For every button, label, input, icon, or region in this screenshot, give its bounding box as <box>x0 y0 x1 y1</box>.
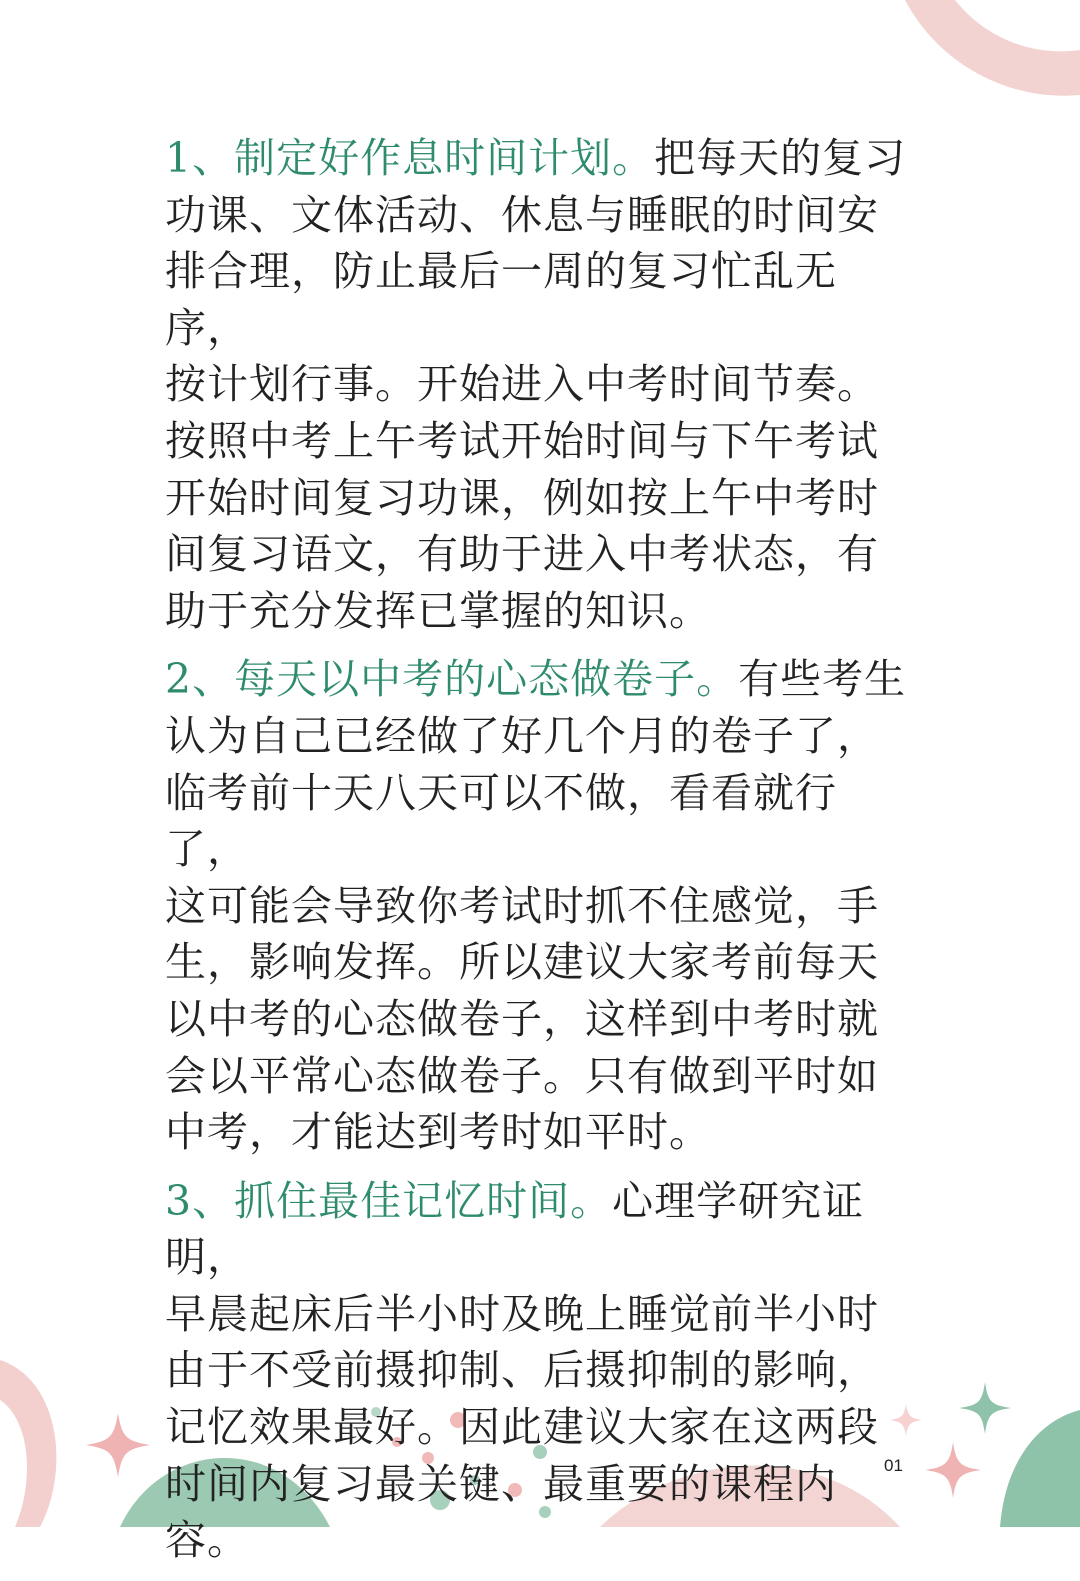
section-text: 有些考生 <box>738 655 907 704</box>
sparkle-icon <box>959 1382 1011 1434</box>
section-2 <box>165 651 920 1160</box>
section-heading: 1、制定好作息时间计划。 <box>165 134 655 182</box>
section-text: 心理学研究证明， <box>165 1176 865 1282</box>
section-line <box>165 130 920 187</box>
section-line: 认为自己已经做了好几个月的卷子了， <box>165 711 879 760</box>
section-line: 排合理，防止最后一周的复习忙乱无序， <box>165 247 837 352</box>
section-line: 中考，才能达到考时如平时。 <box>165 1108 711 1157</box>
section-line: 临考前十天八天可以不做，看看就行了， <box>165 768 837 874</box>
bottom-right-green-blob <box>1000 1410 1080 1527</box>
section-line: 这可能会导致你考试时抓不住感觉，手 <box>165 881 879 930</box>
sparkle-icon <box>86 1413 150 1477</box>
section-line: 生，影响发挥。所以建议大家考前每天 <box>165 938 879 987</box>
section-line <box>165 1173 920 1286</box>
page-number: 01 <box>884 1456 903 1475</box>
section-line: 早晨起床后半小时及晚上睡觉前半小时 <box>165 1289 879 1338</box>
section-line: 时间内复习最关键、最重要的课程内容。 <box>165 1459 837 1565</box>
section-line <box>165 651 920 708</box>
sparkle-icon <box>925 1442 981 1498</box>
section-1 <box>165 130 920 639</box>
section-heading: 3、抓住最佳记忆时间。 <box>165 1176 613 1225</box>
main-content <box>165 130 920 1581</box>
section-line: 按计划行事。开始进入中考时间节奏。 <box>165 360 879 409</box>
top-right-arc <box>905 0 1080 96</box>
section-line: 功课、文体活动、休息与睡眠的时间安 <box>165 190 879 239</box>
section-line: 记忆效果最好。因此建议大家在这两段 <box>165 1403 879 1452</box>
section-text: 把每天的复习 <box>654 134 907 182</box>
section-3 <box>165 1173 920 1569</box>
section-line: 由于不受前摄抑制、后摄抑制的影响， <box>165 1346 879 1395</box>
section-line: 以中考的心态做卷子，这样到中考时就 <box>165 994 879 1043</box>
section-line: 会以平常心态做卷子。只有做到平时如 <box>165 1051 879 1100</box>
section-heading: 2、每天以中考的心态做卷子。 <box>165 655 739 704</box>
section-line: 开始时间复习功课，例如按上午中考时 <box>165 473 879 522</box>
section-line: 按照中考上午考试开始时间与下午考试 <box>165 416 879 465</box>
section-line: 助于充分发挥已掌握的知识。 <box>165 586 711 635</box>
section-line: 间复习语文，有助于进入中考状态，有 <box>165 530 879 579</box>
